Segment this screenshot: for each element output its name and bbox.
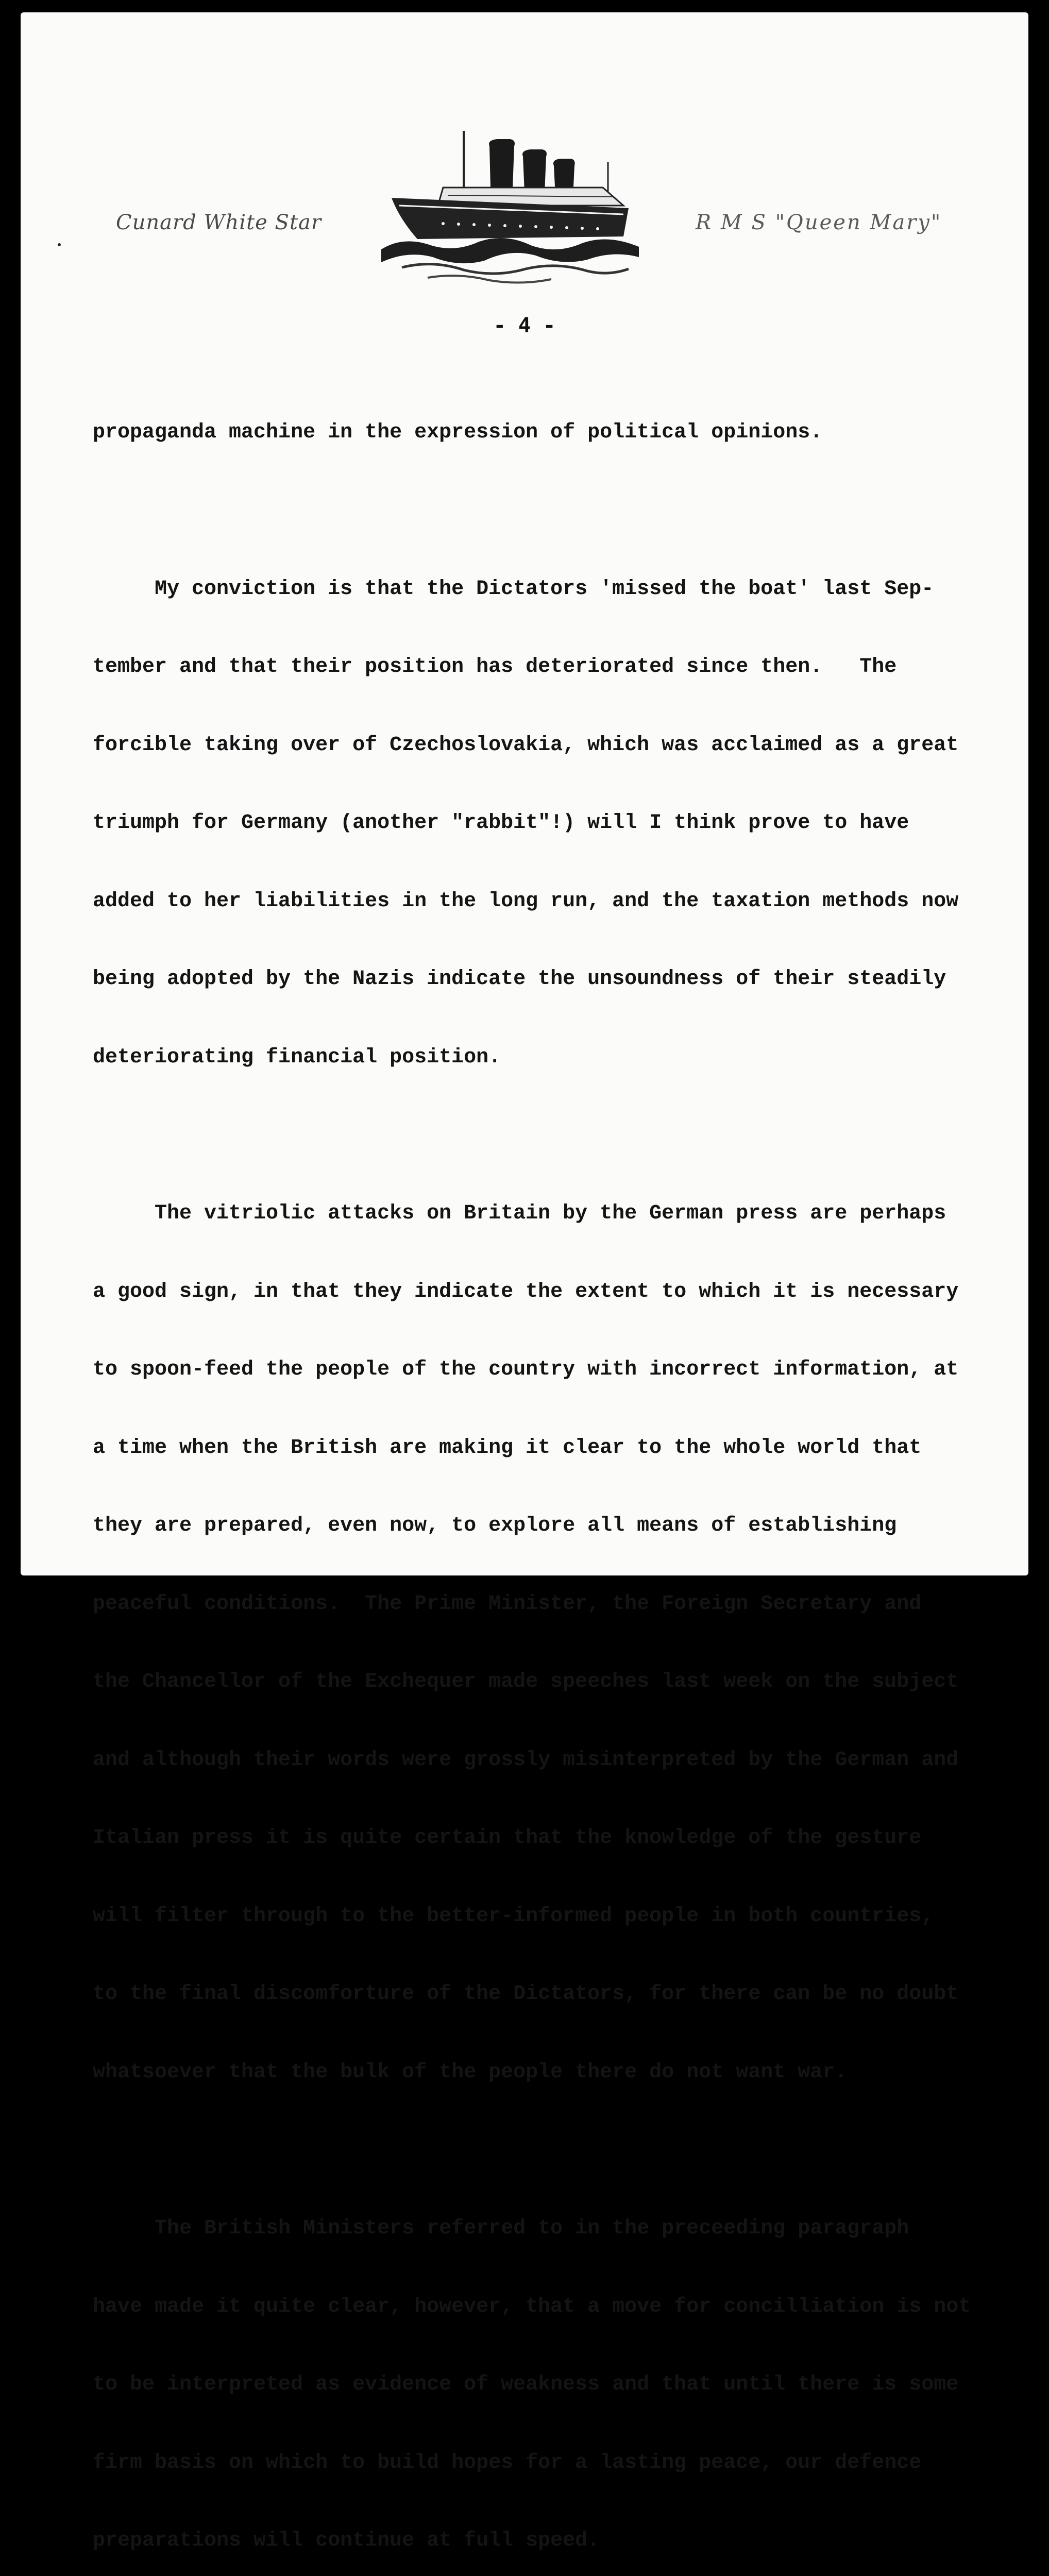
paragraph [93, 2164, 1030, 2576]
letterhead-ship-name: R M S "Queen Mary" [696, 211, 942, 234]
margin-mark [58, 243, 61, 246]
text-line: tember and that their position has deteriorated since then. The [93, 655, 897, 679]
text-line: to the final discomforture of the Dictators, for there can be no doubt [93, 1982, 959, 2006]
text-line: triumph for Germany (another "rabbit"!) will I think prove to have [93, 811, 909, 835]
text-line: the Chancellor of the Exchequer made speeches last week on the subject [93, 1670, 959, 1693]
text-line: to spoon-feed the people of the country with incorrect information, at [93, 1358, 959, 1381]
text-line: have made it quite clear, however, that a move for concilliation is not [93, 2295, 971, 2318]
text-line: whatsoever that the bulk of the people there do not want war. [93, 2060, 848, 2084]
text-line: a time when the British are making it clear to the whole world that [93, 1436, 922, 1460]
paragraph [93, 524, 1030, 1123]
ocean-liner-illustration [381, 115, 649, 285]
text-line: peaceful conditions. The Prime Minister, the Foreign Secretary and [93, 1592, 922, 1616]
text-line: and although their words were grossly misinterpreted by the German and [93, 1748, 959, 1772]
text-line: preparations will continue at full speed. [93, 2529, 600, 2552]
body-text [93, 368, 1030, 2576]
text-line: to be interpreted as evidence of weakness and that until there is some [93, 2373, 959, 2396]
page-number: - 4 - [493, 314, 556, 337]
text-line: propaganda machine in the expression of political opinions. [93, 421, 823, 444]
text-line: they are prepared, even now, to explore all means of establishing [93, 1514, 897, 1537]
paragraph [93, 1149, 1030, 2138]
text-line: a good sign, in that they indicate the extent to which it is necessary [93, 1280, 959, 1303]
text-line: Italian press it is quite certain that the knowledge of the gesture [93, 1826, 922, 1850]
letterhead-company: Cunard White Star [116, 211, 322, 234]
text-line: forcible taking over of Czechoslovakia, which was acclaimed as a great [93, 733, 959, 757]
text-line: deteriorating financial position. [93, 1045, 501, 1069]
text-line: will filter through to the better-informed people in both countries, [93, 1904, 934, 1928]
text-line: added to her liabilities in the long run, and the taxation methods now [93, 889, 959, 913]
text-line: My conviction is that the Dictators 'missed the boat' last Sep- [93, 577, 934, 601]
text-line: being adopted by the Nazis indicate the unsoundness of their steadily [93, 968, 946, 991]
paragraph [93, 368, 1030, 498]
document-page [21, 12, 1028, 2552]
text-line: firm basis on which to build hopes for a lasting peace, our defence [93, 2451, 922, 2475]
text-line: The British Ministers referred to in the preceeding paragraph [93, 2217, 909, 2240]
text-line: The vitriolic attacks on Britain by the German press are perhaps [93, 1202, 946, 1225]
